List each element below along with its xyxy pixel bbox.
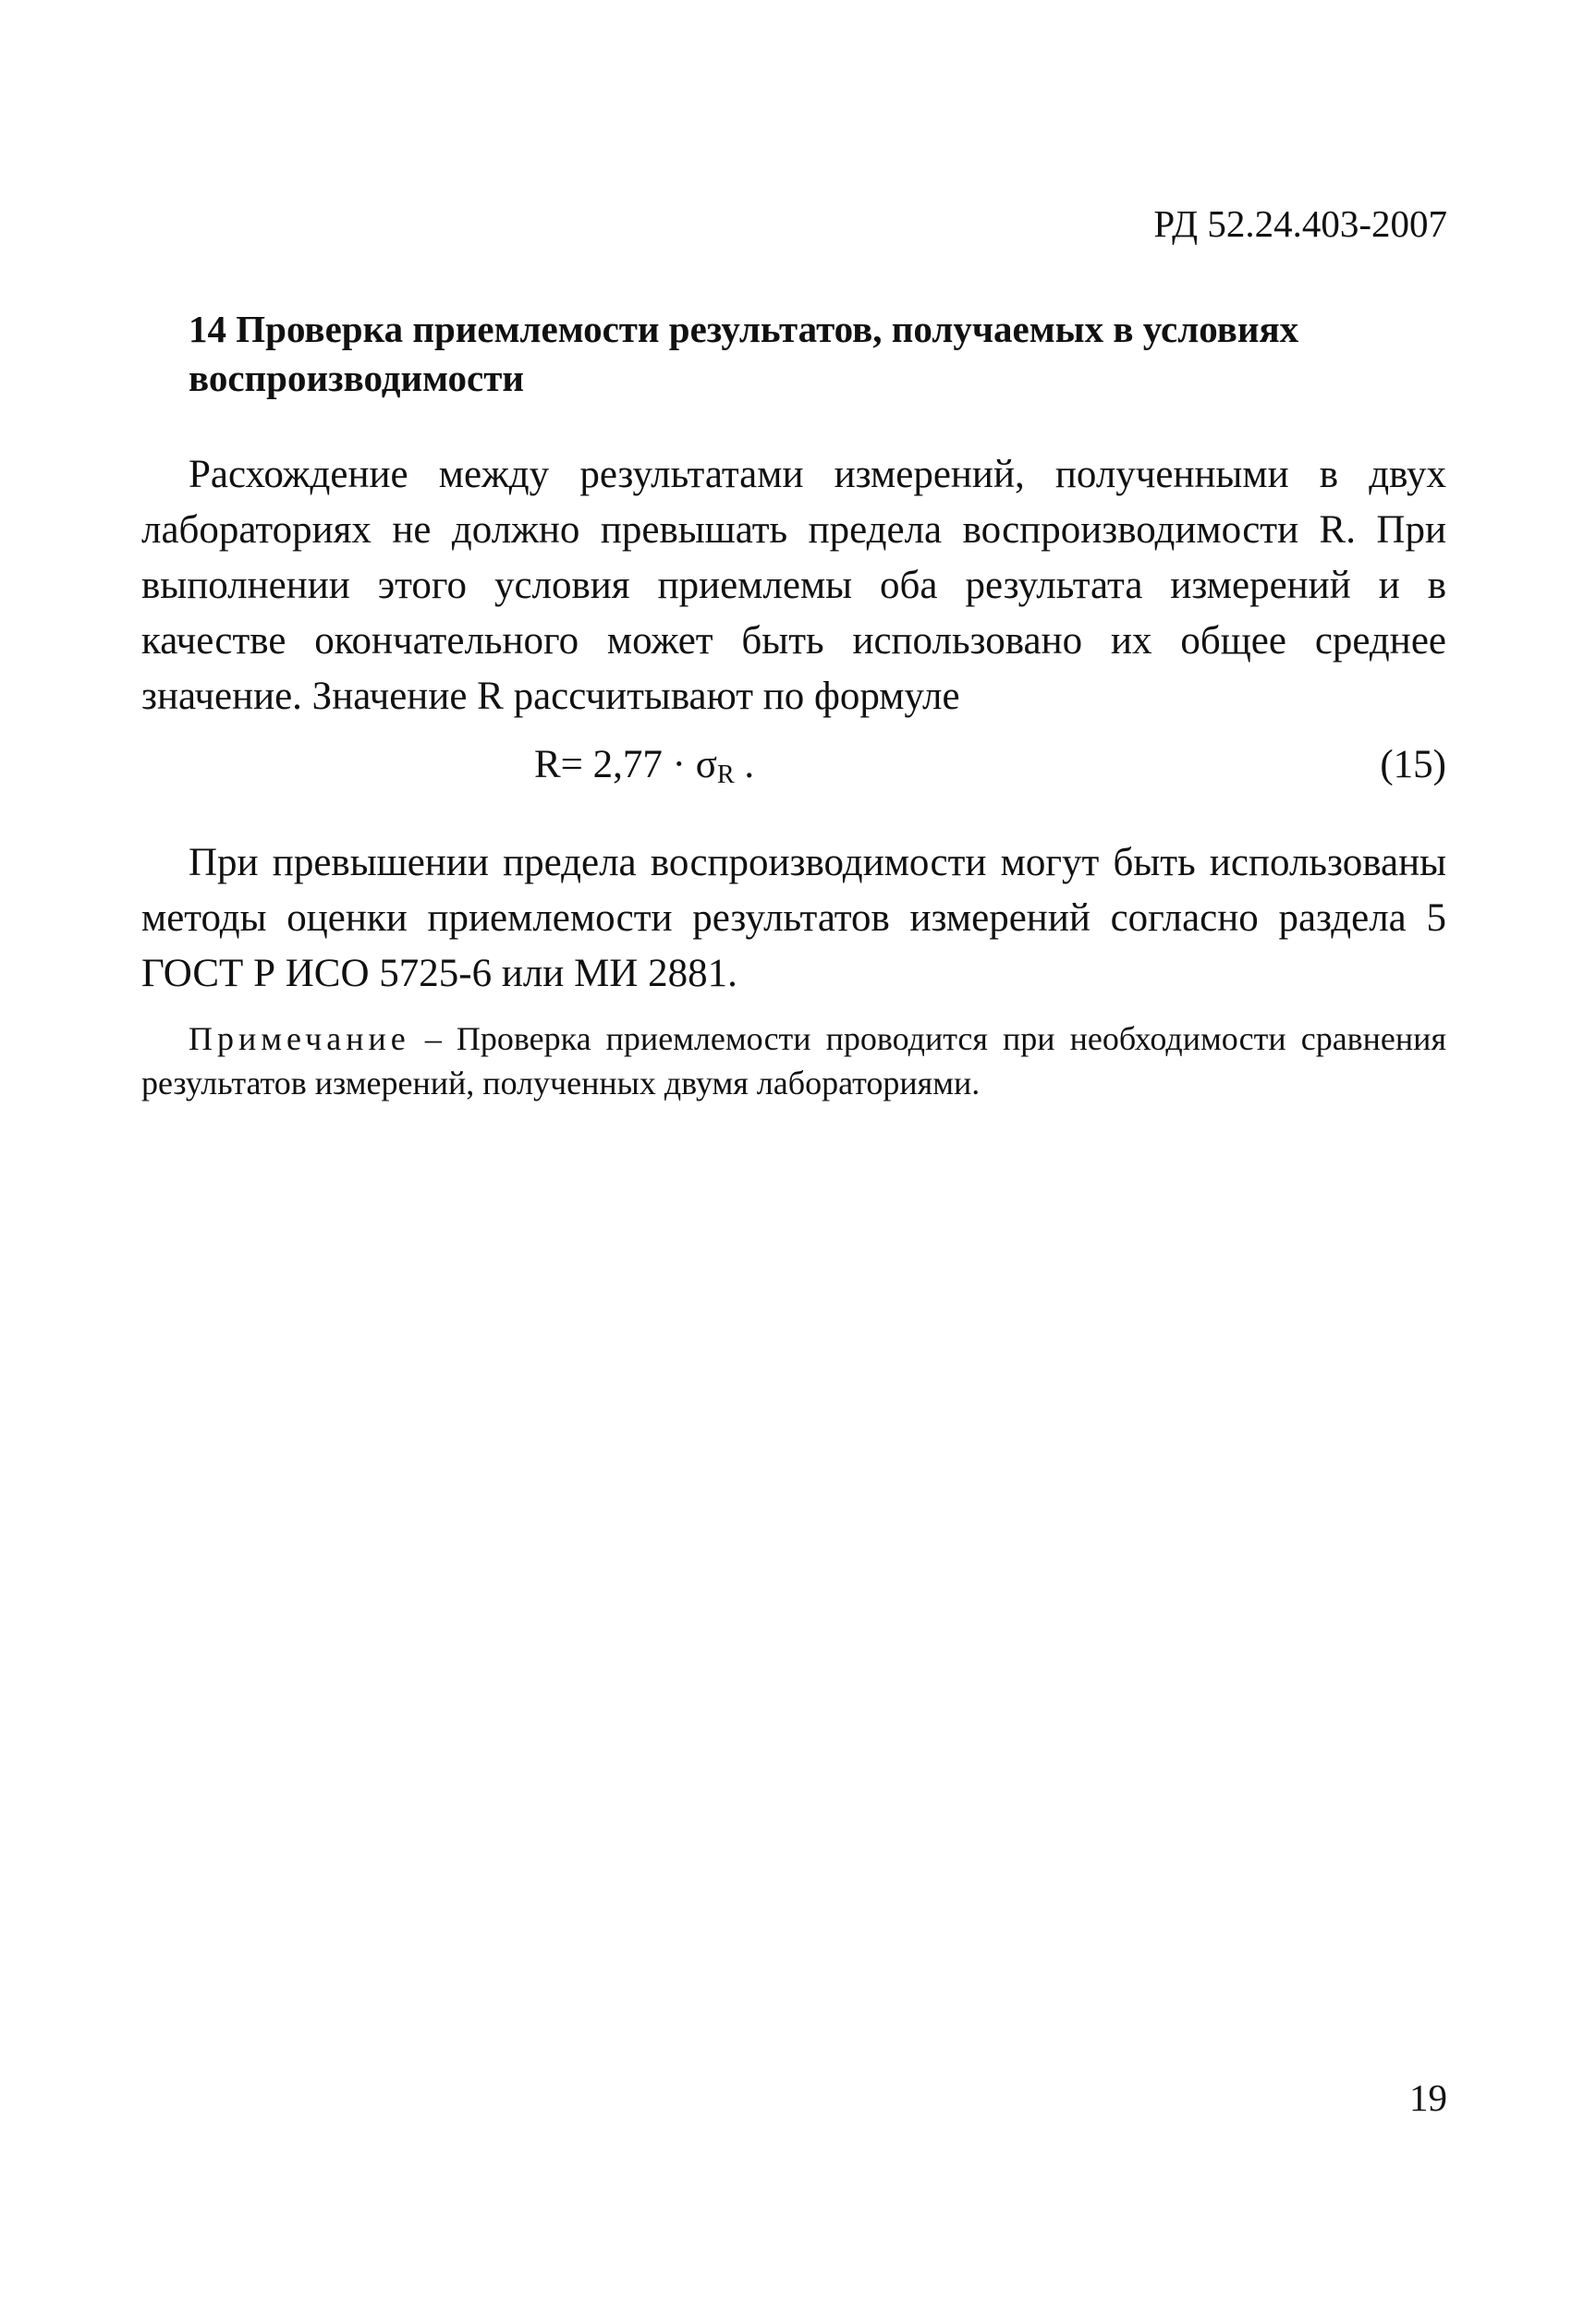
page-number: 19 bbox=[1409, 2076, 1447, 2119]
formula-row bbox=[141, 737, 1446, 793]
formula-number: (15) bbox=[1380, 743, 1446, 786]
note bbox=[141, 1016, 1446, 1105]
note-text: – Проверка приемлемости проводится при необходимости сравнения результатов измерений, полученных двумя лабораториями. bbox=[141, 1020, 1446, 1101]
note-label: Примечание bbox=[189, 1020, 410, 1057]
formula-tail: . bbox=[734, 743, 755, 786]
document-code: РД 52.24.403-2007 bbox=[1153, 202, 1447, 245]
section-title: 14 Проверка приемлемости результатов, получаемых в условиях воспроизводимости bbox=[189, 308, 1299, 399]
paragraph-reproducibility-limit: Расхождение между результатами измерений, полученными в двух лабораториях не должно превышать предела воспроизводимости R. При выполнении этого условия приемлемы оба результата измерений и в качестве окончательного может быть использовано их общее среднее значение. Значение R рассчитывают по формуле bbox=[141, 453, 1446, 718]
paragraph-exceeding-limit: При превышении предела воспроизводимости могут быть использованы методы оценки приемлемости результатов измерений согласно раздела 5 ГОСТ Р ИСО 5725-6 или МИ 2881. bbox=[141, 841, 1446, 995]
formula-expression: R= 2,77 · σ bbox=[534, 743, 717, 786]
formula-subscript: R bbox=[716, 761, 735, 789]
formula bbox=[534, 737, 754, 803]
